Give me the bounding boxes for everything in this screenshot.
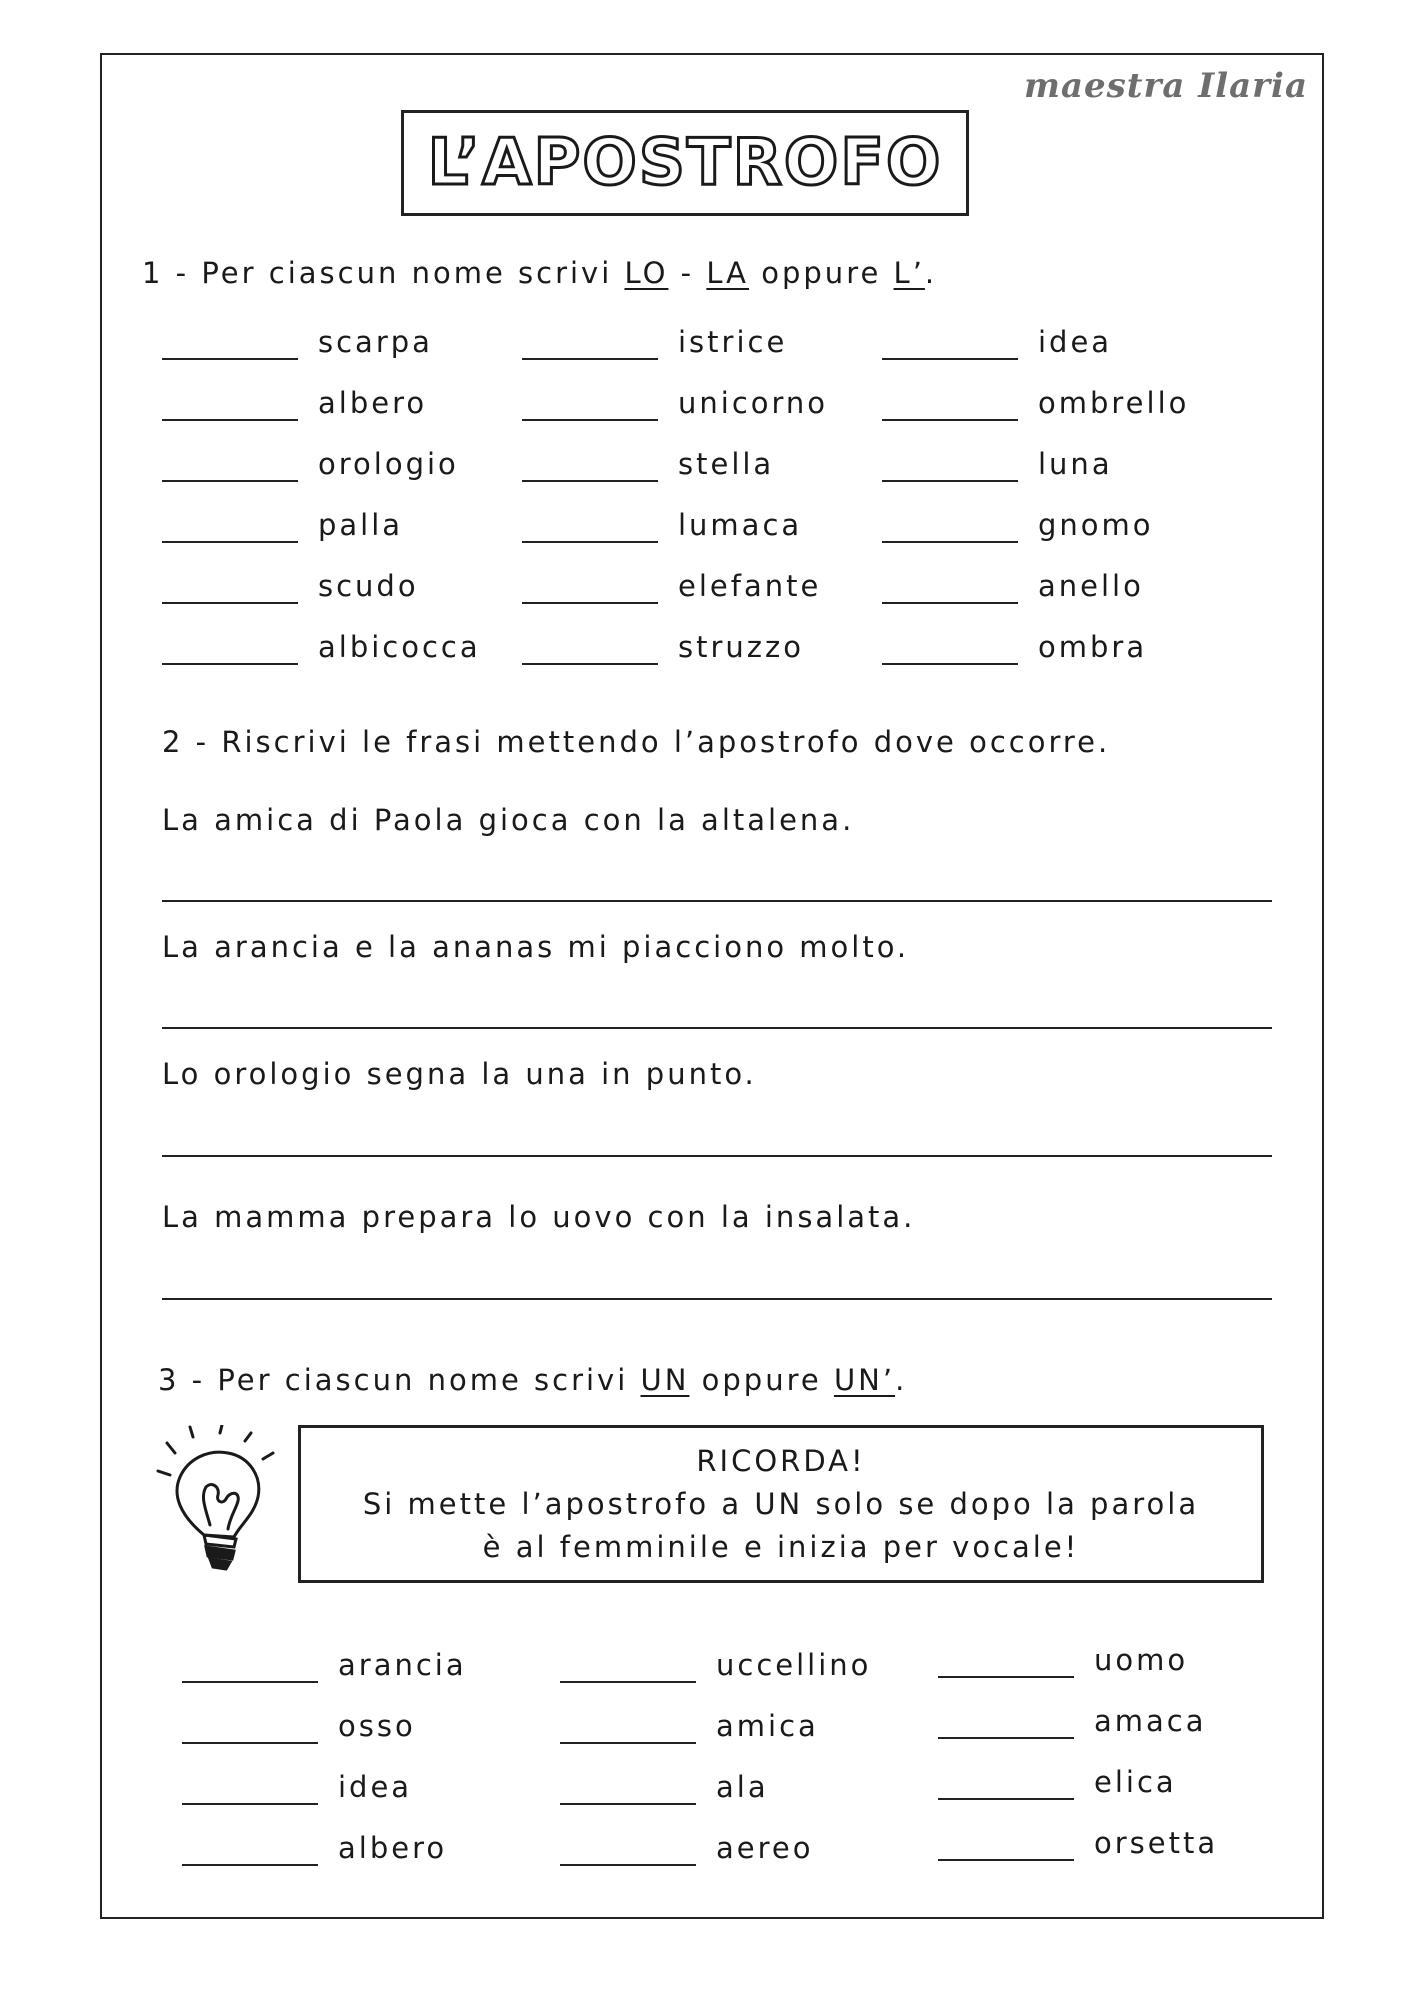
exercise3-mid: oppure [689, 1363, 834, 1397]
answer-blank[interactable] [560, 1864, 696, 1866]
word-label: scudo [318, 569, 419, 603]
answer-blank[interactable] [560, 1742, 696, 1744]
exercise1-sep: - [668, 256, 707, 290]
exercise3-prefix: 3 - Per ciascun nome scrivi [158, 1363, 641, 1397]
sentence-3: Lo orologio segna la una in punto. [162, 1057, 757, 1091]
option-un: UN [640, 1363, 690, 1397]
remember-title: RICORDA! [696, 1443, 866, 1478]
answer-blank[interactable] [162, 602, 298, 604]
word-label: albero [338, 1831, 448, 1865]
answer-blank[interactable] [522, 480, 658, 482]
word-label: stella [678, 447, 775, 481]
word-label: idea [338, 1770, 413, 1804]
answer-blank[interactable] [882, 663, 1018, 665]
remember-line-2: è al femminile e inizia per vocale! [482, 1529, 1080, 1564]
option-l-apostrophe: L’ [893, 256, 925, 290]
exercise3-instruction [158, 1363, 907, 1397]
word-label: lumaca [678, 508, 803, 542]
exercise1-mid: oppure [749, 256, 894, 290]
remember-box [298, 1425, 1264, 1583]
word-label: unicorno [678, 386, 829, 420]
exercise3-end: . [895, 1363, 908, 1397]
answer-blank[interactable] [522, 663, 658, 665]
title-box [401, 110, 969, 216]
answer-blank[interactable] [560, 1803, 696, 1805]
exercise1-prefix: 1 - Per ciascun nome scrivi [142, 256, 625, 290]
word-label: struzzo [678, 630, 804, 664]
answer-blank[interactable] [882, 358, 1018, 360]
answer-blank[interactable] [938, 1737, 1074, 1739]
lightbulb-icon [150, 1425, 290, 1575]
sentence-2: La arancia e la ananas mi piacciono molto. [162, 930, 910, 964]
answer-blank[interactable] [162, 541, 298, 543]
word-label: istrice [678, 325, 788, 359]
answer-blank[interactable] [560, 1681, 696, 1683]
answer-blank[interactable] [182, 1742, 318, 1744]
sentence-1: La amica di Paola gioca con la altalena. [162, 803, 855, 837]
answer-blank[interactable] [162, 419, 298, 421]
answer-blank[interactable] [162, 358, 298, 360]
word-label: scarpa [318, 325, 433, 359]
option-un-apostrophe: UN’ [833, 1363, 896, 1397]
answer-blank[interactable] [522, 541, 658, 543]
answer-blank[interactable] [522, 419, 658, 421]
author-signature: maestra Ilaria [1024, 66, 1308, 106]
answer-blank[interactable] [882, 419, 1018, 421]
page-title: L’APOSTROFO [427, 126, 943, 200]
word-label: amaca [1094, 1704, 1207, 1738]
answer-blank[interactable] [182, 1864, 318, 1866]
exercise2-instruction: 2 - Riscrivi le frasi mettendo l’apostrofo dove occorre. [162, 725, 1111, 759]
word-label: ombrello [1038, 386, 1190, 420]
exercise1-instruction [142, 256, 937, 290]
answer-blank[interactable] [522, 602, 658, 604]
option-la: LA [706, 256, 750, 290]
answer-blank[interactable] [882, 602, 1018, 604]
answer-blank[interactable] [522, 358, 658, 360]
answer-blank[interactable] [938, 1798, 1074, 1800]
answer-blank[interactable] [162, 480, 298, 482]
word-label: albicocca [318, 630, 481, 664]
word-label: idea [1038, 325, 1113, 359]
remember-line-1: Si mette l’apostrofo a UN solo se dopo la parola [362, 1486, 1200, 1521]
exercise1-end: . [924, 256, 938, 290]
answer-blank[interactable] [182, 1681, 318, 1683]
sentence-4: La mamma prepara lo uovo con la insalata. [162, 1200, 916, 1234]
word-label: elica [1094, 1765, 1177, 1799]
answer-blank[interactable] [182, 1803, 318, 1805]
word-label: gnomo [1038, 508, 1154, 542]
word-label: amica [716, 1709, 819, 1743]
answer-blank[interactable] [882, 541, 1018, 543]
answer-blank[interactable] [882, 480, 1018, 482]
word-label: ombra [1038, 630, 1148, 664]
word-label: aereo [716, 1831, 814, 1865]
word-label: orologio [318, 447, 459, 481]
option-lo: LO [624, 256, 669, 290]
word-label: palla [318, 508, 404, 542]
answer-line-4[interactable] [162, 1298, 1272, 1300]
answer-line-1[interactable] [162, 900, 1272, 902]
word-label: arancia [338, 1648, 467, 1682]
answer-line-3[interactable] [162, 1155, 1272, 1157]
word-label: albero [318, 386, 428, 420]
word-label: ala [716, 1770, 769, 1804]
word-label: osso [338, 1709, 416, 1743]
word-label: uccellino [716, 1648, 872, 1682]
answer-line-2[interactable] [162, 1027, 1272, 1029]
word-label: uomo [1094, 1643, 1189, 1677]
answer-blank[interactable] [162, 663, 298, 665]
word-label: elefante [678, 569, 822, 603]
word-label: luna [1038, 447, 1113, 481]
answer-blank[interactable] [938, 1676, 1074, 1678]
word-label: orsetta [1094, 1826, 1219, 1860]
answer-blank[interactable] [938, 1859, 1074, 1861]
word-label: anello [1038, 569, 1144, 603]
